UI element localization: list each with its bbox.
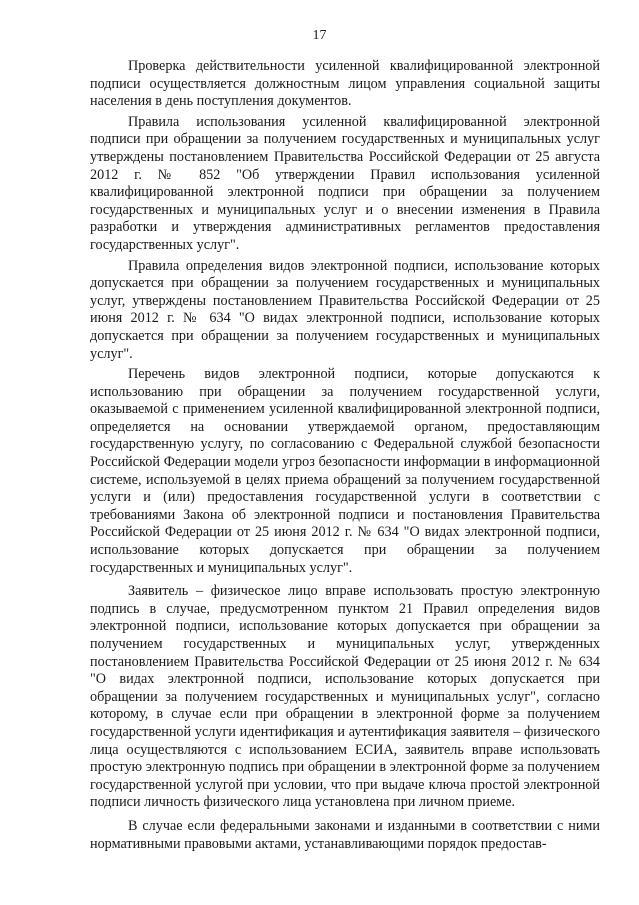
paragraph-signature-verification: Проверка действительности усиленной квалифицированной электронной подписи осуществляется должностным лицом управления социальной защиты населения в день поступления документов. xyxy=(90,58,600,110)
paragraph-qualified-signature-rules: Правила использования усиленной квалифицированной электронной подписи при обращении за получением государственных и муниципальных услуг утверждены постановлением Правительства Российской Федерации от 25 августа 2012 г. № 852 "Об утверждении Правил использования усиленной квалифицированной электронной подписи при обращении за получением государственных и муниципальных услуг и о внесении изменения в Правила разработки и утверждения административных регламентов предоставления государственных услуг". xyxy=(90,113,600,253)
page-number: 17 xyxy=(312,28,327,43)
paragraph-signature-types-list: Перечень видов электронной подписи, которые допускаются к использованию при обращении за получением государственной услуги, оказываемой с применением усиленной квалифицированной электронной подписи, определяется на основании утверждаемой органом, предоставляющим государственную услугу, по согласованию с Федеральной службой безопасности Российской Федерации модели угроз безопасности информации в информационной системе, используемой в целях приема обращений за получением государственной услуги и (или) предоставления государственной услуги в соответствии с требованиями Закона об электронной подписи и постановления Правительства Российской Федерации от 25 июня 2012 г. № 634 "О видах электронной подписи, использование которых допускается при обращении за получением государственных и муниципальных услуг". xyxy=(90,366,600,576)
document-body xyxy=(90,58,600,856)
paragraph-federal-laws: В случае если федеральными законами и изданными в соответствии с ними нормативными правовыми актами, устанавливающими порядок предостав- xyxy=(90,817,600,852)
paragraph-signature-types-rules: Правила определения видов электронной подписи, использование которых допускается при обращении за получением государственных и муниципальных услуг, утверждены постановлением Правительства Российской Федерации от 25 июня 2012 г. № 634 "О видах электронной подписи, использование которых допускается при обращении за получением государственных и муниципальных услуг". xyxy=(90,257,600,362)
paragraph-simple-signature: Заявитель – физическое лицо вправе использовать простую электронную подпись в случае, предусмотренном пунктом 21 Правил определения видов электронной подписи, использование которых допускается при обращении за получением государственных и муниципальных услуг, утвержденных постановлением Правительства Российской Федерации от 25 июня 2012 г. № 634 "О видах электронной подписи, использование которых допускается при обращении за получением государственных и муниципальных услуг", согласно которому, в случае если при обращении в электронной форме за получением государственной услуги идентификация и аутентификация заявителя – физического лица осуществляются с использованием ЕСИА, заявитель вправе использовать простую электронную подпись при обращении в электронной форме за получением государственной услугой при условии, что при выдаче ключа простой электронной подписи личность физического лица установлена при личном приеме. xyxy=(90,583,600,811)
